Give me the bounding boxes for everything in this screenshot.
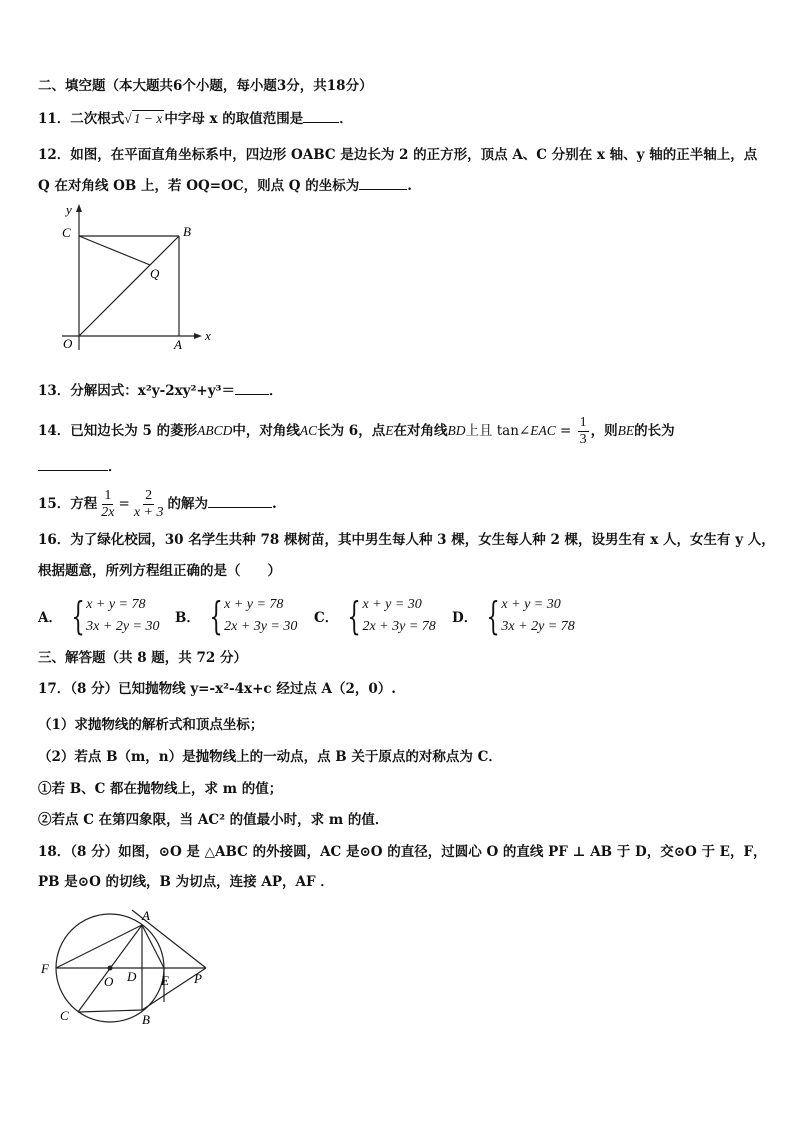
equation-system: { x + y = 78 3x + 2y = 30 — [71, 594, 160, 638]
option-label: C． — [314, 610, 339, 626]
question-14-answer — [38, 456, 122, 477]
answer-blank — [38, 456, 108, 471]
q12-end: . — [407, 178, 412, 194]
q15-text: 15．方程 — [38, 496, 98, 512]
label-B: B — [183, 224, 191, 239]
question-16-line1: 16．为了绿化校园，30 名学生共种 78 棵树苗，其中男生每人种 3 棵，女生每人种 2 棵，设男生有 x 人，女生有 y 人， — [38, 532, 775, 548]
label-B: B — [142, 1012, 150, 1027]
answer-blank — [208, 493, 272, 508]
equation-system: { x + y = 78 2x + 3y = 30 — [209, 594, 298, 638]
q14-eac: EAC — [530, 423, 556, 438]
q11-text: 11．二次根式 — [38, 111, 125, 127]
question-17-sub2: ②若点 C 在第四象限，当 AC² 的值最小时，求 m 的值． — [38, 812, 389, 828]
answer-blank — [359, 175, 407, 190]
q18-circle-figure — [36, 902, 226, 1032]
q11-text: 中字母 x 的取值范围是 — [164, 111, 304, 127]
question-18-line2: PB 是⊙O 的切线，B 为切点，连接 AP，AF ． — [38, 874, 334, 890]
label-O: O — [104, 974, 114, 989]
q13-text: 13．分解因式：x²y-2xy²+y³＝ — [38, 383, 235, 399]
q13-end: ． — [268, 383, 283, 399]
q14-be: BE — [617, 423, 635, 438]
q14-text: 的长为 — [634, 423, 675, 439]
q14-text: 在对角线 — [393, 423, 448, 439]
q14-text: 14．已知边长为 5 的菱形 — [38, 423, 198, 439]
question-15 — [38, 486, 277, 522]
question-17-part2: （2）若点 B（m，n）是抛物线上的一动点，点 B 关于原点的对称点为 C． — [38, 749, 502, 765]
label-C: C — [60, 1008, 69, 1023]
fraction-1-over-2x: $\frac{1}{2x}$ — [101, 488, 115, 520]
q12-square-figure — [50, 200, 220, 360]
question-12-line1: 12．如图，在平面直角坐标系中，四边形 OABC 是边长为 2 的正方形，顶点 A、C 分别在 x 轴、y 轴的正半轴上，点 — [38, 147, 758, 163]
label-D: D — [127, 969, 137, 984]
answer-blank — [235, 380, 269, 395]
question-11 — [38, 108, 353, 129]
label-O: O — [63, 336, 73, 351]
q14-eq: = — [555, 423, 576, 439]
q14-ac: AC — [299, 423, 318, 438]
q14-abcd: ABCD — [197, 423, 233, 438]
equation-system: { x + y = 30 2x + 3y = 78 — [347, 594, 436, 638]
question-13 — [38, 380, 282, 401]
option-label: D． — [452, 610, 478, 626]
section-heading-solve: 三、解答题（共 8 题，共 72 分） — [38, 650, 247, 666]
question-16-line2: 根据题意，所列方程组正确的是（ ） — [38, 563, 281, 579]
option-C[interactable] — [314, 594, 436, 638]
option-B[interactable] — [175, 594, 297, 638]
q14-end: ． — [108, 459, 122, 475]
q11-end: ． — [339, 111, 353, 127]
q14-text: ，则 — [590, 423, 618, 439]
fraction-2-over-x-plus-3: $\frac{2}{x + 3}$ — [133, 488, 164, 520]
fraction-one-third: $\frac{1}{3}$ — [579, 415, 587, 447]
q15-eq: = — [118, 496, 130, 512]
q15-text: 的解为 — [167, 496, 208, 512]
q15-end: . — [272, 496, 277, 512]
q12-text: Q 在对角线 OB 上，若 OQ=OC，则点 Q 的坐标为 — [38, 178, 360, 194]
option-label: B． — [175, 610, 200, 626]
label-y: y — [66, 202, 72, 217]
question-12-line2 — [38, 175, 412, 196]
q14-text: 中，对角线 — [232, 423, 300, 439]
q14-text: 长为 6，点 — [317, 423, 386, 439]
label-C: C — [62, 225, 71, 240]
option-D[interactable] — [452, 594, 575, 638]
q14-bd: BD — [447, 423, 466, 438]
question-18-line1: 18．（8 分）如图，⊙O 是 △ABC 的外接圆，AC 是⊙O 的直径，过圆心 O 的直线 PF ⊥ AB 于 D，交⊙O 于 E，F， — [38, 844, 767, 860]
question-17-stem: 17．（8 分）已知抛物线 y=-x²-4x+c 经过点 A（2，0）. — [38, 681, 396, 697]
question-14 — [38, 415, 675, 448]
label-A: A — [142, 908, 150, 923]
section-heading-fill-in: 二、填空题（本大题共6个小题，每小题3分，共18分） — [38, 78, 373, 94]
option-label: A． — [38, 610, 62, 626]
question-17-sub1: ①若 B、C 都在抛物线上，求 m 的值； — [38, 781, 283, 797]
q14-tan: 上且 tan∠ — [465, 423, 531, 439]
label-A: A — [174, 337, 182, 352]
option-A[interactable] — [38, 594, 160, 638]
label-E: E — [161, 973, 169, 988]
label-x: x — [205, 328, 211, 343]
question-17-part1: （1）求抛物线的解析式和顶点坐标； — [38, 717, 264, 733]
label-F: F — [41, 961, 49, 976]
sqrt-expression: √ 1 − x — [124, 111, 163, 126]
label-P: P — [194, 971, 202, 986]
label-Q: Q — [150, 266, 160, 281]
q14-e: E — [385, 423, 394, 438]
answer-blank — [303, 108, 339, 123]
equation-system: { x + y = 30 3x + 2y = 78 — [486, 594, 575, 638]
